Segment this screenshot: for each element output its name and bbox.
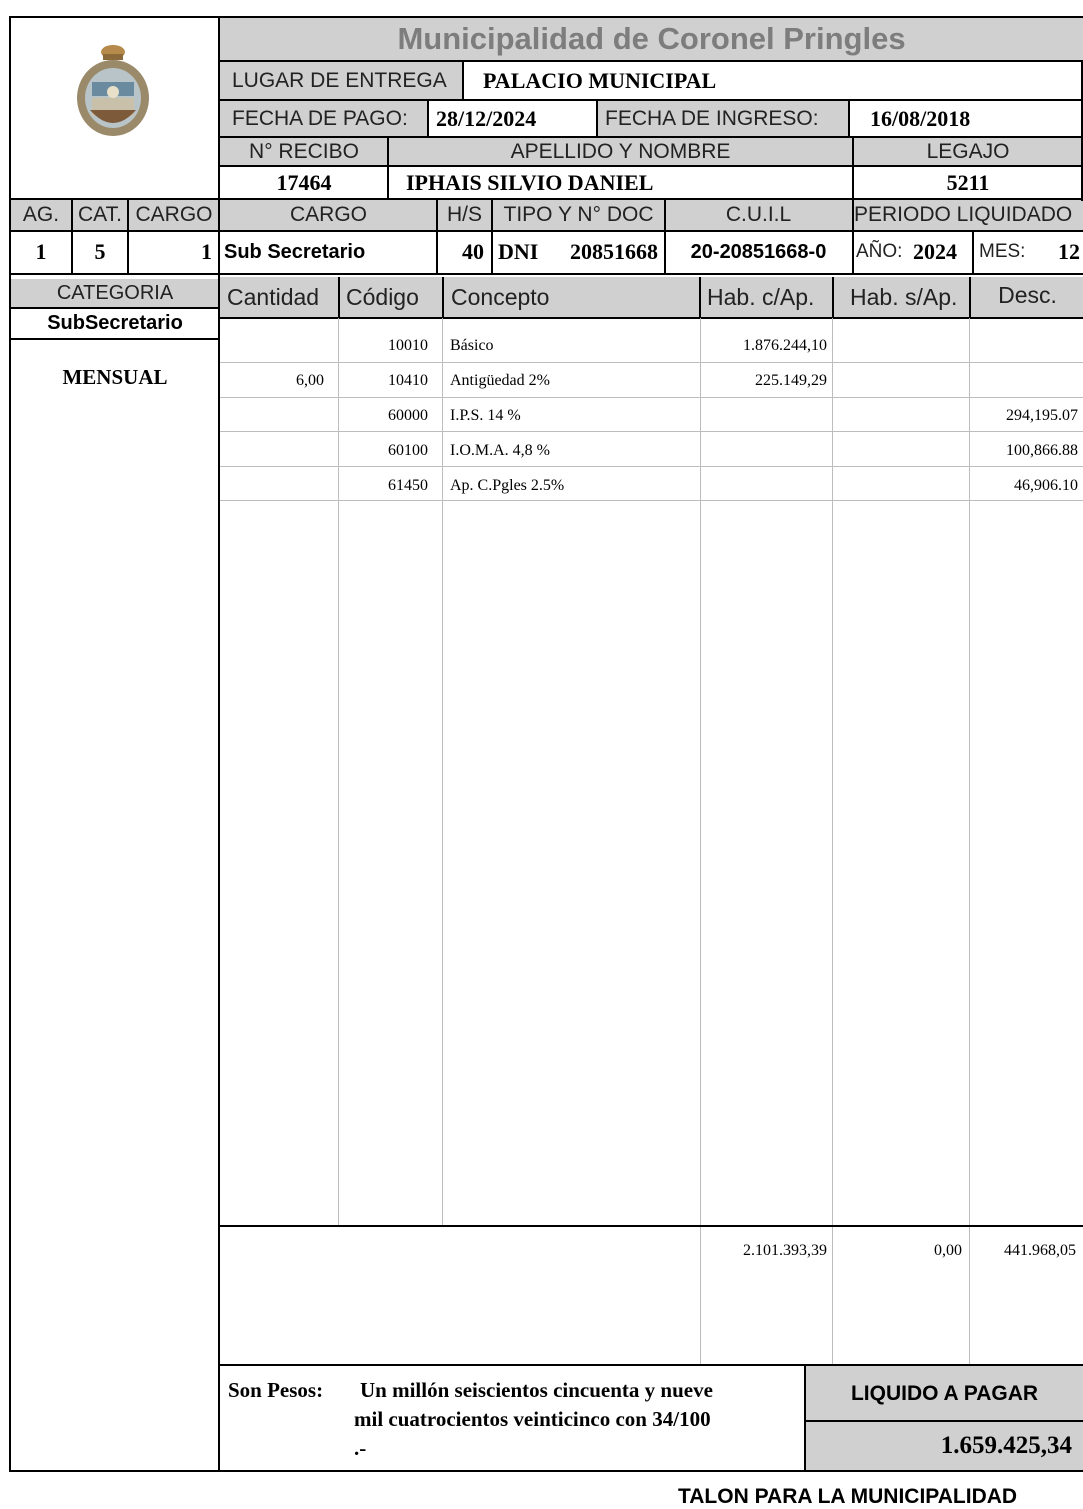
table-row [220,363,1083,398]
hs-label: H/S [446,203,482,226]
cargo-label: CARGO [289,203,367,226]
categoria-value: SubSecretario [47,311,183,334]
cell-concepto: I.P.S. 14 % [450,406,521,424]
cell-codigo: 60000 [388,406,428,424]
frame-left [9,16,11,1472]
cell-hab-sap [834,433,964,468]
fecha-ingreso-value: 16/08/2018 [870,105,971,131]
cell-concepto: I.O.M.A. 4,8 % [450,441,550,459]
mes-label: MES: [979,241,1026,262]
recibo-label: N° RECIBO [249,139,359,163]
cell-hab-cap [702,433,827,468]
son-pesos-line3: .- [354,1436,367,1460]
table-row [220,433,1083,468]
col-desc-header: Desc. [998,281,1057,308]
cell-desc: 100,866.88 [1006,441,1078,459]
nombre-value: IPHAIS SILVIO DANIEL [406,169,654,195]
categoria-label: CATEGORIA [56,282,174,304]
doc-tipo-value: DNI [498,239,539,264]
totals-divider [220,1225,1083,1227]
cell-desc: 46,906.10 [1014,476,1078,494]
mes-value: 12 [1058,239,1080,264]
cell-hab-sap [834,398,964,433]
recibo-value: 17464 [276,169,332,195]
cell-codigo: 10410 [388,371,428,389]
col-codigo-header: Código [346,284,419,310]
legajo-value: 5211 [946,169,990,195]
fecha-pago-label: FECHA DE PAGO: [232,106,408,130]
lugar-entrega-label: LUGAR DE ENTREGA [232,68,447,92]
ag-label: AG. [22,203,60,226]
cell-concepto: Antigüedad 2% [450,371,550,389]
nombre-label: APELLIDO Y NOMBRE [510,139,731,163]
cat-label: CAT. [78,203,122,226]
frame-top [10,16,1083,18]
modalidad-value: MENSUAL [62,364,168,389]
total-hab-sap: 0,00 [934,1242,962,1259]
panel-divider [218,16,220,1472]
total-desc: 441.968,05 [1004,1242,1076,1259]
liquido-label: LIQUIDO A PAGAR [850,1381,1039,1405]
table-row [220,328,1083,363]
col-hab-cap-header: Hab. c/Ap. [707,284,815,310]
cell-hab-sap [834,328,964,363]
son-pesos-line1: Un millón seiscientos cincuenta y nueve [360,1378,713,1402]
anio-value: 2024 [913,239,957,264]
legajo-label: LEGAJO [926,139,1010,163]
cargo-num-label: CARGO [135,203,213,226]
cell-hab-cap [702,398,827,433]
fecha-pago-value: 28/12/2024 [436,105,537,131]
cargo-num-value: 1 [201,239,212,264]
son-pesos-line2: mil cuatrocientos veinticinco con 34/100 [354,1407,711,1431]
cell-hab-cap [702,468,827,503]
liquido-value: 1.659.425,34 [940,1432,1072,1459]
col-cantidad-header: Cantidad [227,284,320,310]
cell-cantidad [220,433,324,468]
cell-desc: 294,195.07 [1006,406,1078,424]
tipo-doc-label: TIPO Y N° DOC [503,203,654,226]
municipal-seal-logo [70,40,156,140]
cell-cantidad [220,398,324,433]
cell-desc [970,328,1078,363]
cell-hab-cap: 1.876.244,10 [743,336,827,354]
col-hab-sap-header: Hab. s/Ap. [850,284,958,310]
cell-cantidad: 6,00 [296,371,324,389]
cuil-label: C.U.I.L [725,203,792,226]
cat-value: 5 [94,239,106,264]
frame-bottom [10,1470,1083,1472]
cell-codigo: 60100 [388,441,428,459]
footer-divider [220,1364,1083,1366]
table-body [220,328,1083,503]
talon-label: TALON PARA LA MUNICIPALIDAD [678,1485,1018,1508]
lugar-entrega-value: PALACIO MUNICIPAL [483,67,717,93]
table-row [220,398,1083,433]
cell-hab-cap: 225.149,29 [755,371,827,389]
cargo-value: Sub Secretario [224,240,366,263]
cell-cantidad [220,328,324,363]
cell-cantidad [220,468,324,503]
cuil-value: 20-20851668-0 [690,240,827,263]
son-pesos-label: Son Pesos: [228,1378,324,1402]
cell-codigo: 61450 [388,476,428,494]
cell-desc [970,363,1078,398]
doc-num-value: 20851668 [570,239,658,264]
page-title: Municipalidad de Coronel Pringles [397,21,906,56]
col-concepto-header: Concepto [451,284,550,310]
cell-codigo: 10010 [388,336,428,354]
cell-hab-sap [834,363,964,398]
table-row [220,468,1083,503]
cell-concepto: Ap. C.Pgles 2.5% [450,476,565,494]
fecha-ingreso-label: FECHA DE INGRESO: [605,106,819,130]
anio-label: AÑO: [856,241,903,262]
ag-value: 1 [35,239,47,264]
hs-value: 40 [462,239,484,264]
cell-hab-sap [834,468,964,503]
cell-concepto: Básico [450,336,494,354]
periodo-label: PERIODO LIQUIDADO [854,203,1073,226]
total-hab-cap: 2.101.393,39 [743,1242,827,1259]
